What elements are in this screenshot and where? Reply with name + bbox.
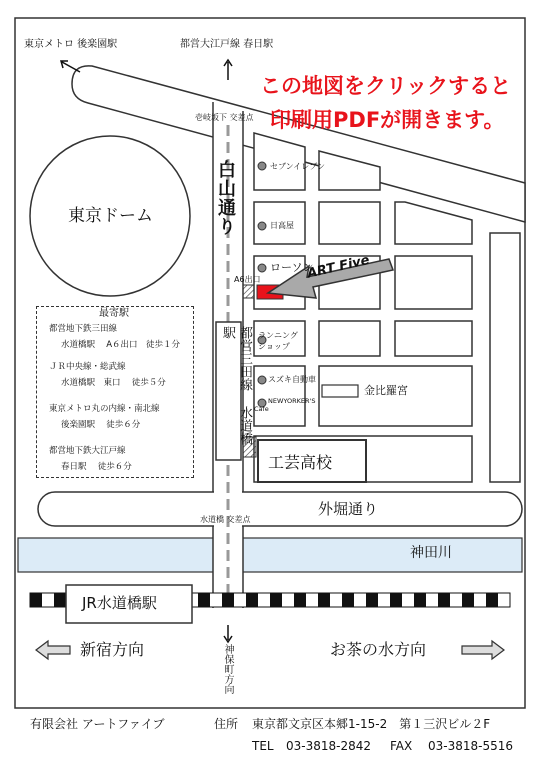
kinpira-label: 金比羅宮 [364,384,408,397]
direction-kasuga: 都営大江戸線 春日駅 [180,39,274,50]
rail-block [390,593,402,607]
rail-block [30,593,42,607]
direction-korakuen: 東京メトロ 後楽園駅 [24,39,118,50]
station-line-5: 後楽園駅 徒歩６分 [61,420,141,430]
seven-eleven-label: セブンイレブン [270,162,325,171]
rail-block [342,593,354,607]
station-line-7: 春日駅 徒歩６分 [61,462,132,472]
a6-exit-label: A6出口 [234,275,261,284]
footer-fax-label: FAX [390,739,413,753]
a6-exit-hatch [243,285,254,298]
station-line-1: 水道橋駅 A６出口 徒歩１分 [61,340,181,350]
suzuki-label: スズキ自動車 [268,375,316,384]
rail-block [438,593,450,607]
rail-block [366,593,378,607]
banner-line-2[interactable]: 印刷用PDFが開きます。 [270,108,505,132]
station-line-3: 水道橋駅 東口 徒歩５分 [61,378,166,388]
hakusan-road-label: 白山通り [215,160,236,236]
direction-ochanomizu: お茶の水方向 [330,640,427,659]
direction-shinjuku: 新宿方向 [80,640,145,659]
running-label-1: ランニング [258,331,298,340]
station-line-0: 都営地下鉄三田線 [49,324,118,334]
kanda-river-label: 神田川 [410,545,452,561]
station-line-2: ＪＲ中央線・総武線 [49,362,126,372]
direction-jimbocho: 神保町方向 [222,644,233,694]
kinpira-box [322,385,358,397]
kogei-label: 工芸高校 [268,453,333,472]
rail-block [294,593,306,607]
sotobori-road [38,492,522,526]
rail-block [54,593,66,607]
sotobori-road-label: 外堀通り [318,500,379,518]
rail-block [414,593,426,607]
nearest-stations-box [36,306,194,478]
footer-tel-label: TEL [252,739,274,753]
station-line-6: 都営地下鉄大江戸線 [49,446,126,456]
art-five-label: ART Five [305,252,372,282]
rail-block [198,593,210,607]
footer-company: 有限会社 アートファイブ [30,717,165,731]
rail-block [270,593,282,607]
subway-station-label: 都営三田線 水道橋駅 [220,326,252,445]
rail-block [318,593,330,607]
station-line-4: 東京メトロ丸の内線・南北線 [49,404,160,414]
rail-block [222,593,234,607]
intersection-suidobashi: 水道橋 交差点 [200,515,251,524]
footer-address: 東京都文京区本郷1-15-2 第１三沢ビル２F [252,717,491,731]
nearest-stations-title: 最寄駅 [99,308,129,319]
intersection-ikizakashita: 壱岐坂下 交差点 [195,113,254,122]
running-label-2: ショップ [258,342,290,351]
hidakaya-label: 日高屋 [270,221,294,230]
jr-station-label: JR水道橋駅 [82,594,157,612]
newyorker-label-1: NEWYORKER'S [268,397,316,405]
footer-address-label: 住所 [214,717,239,731]
rail-block [462,593,474,607]
footer-tel: 03-3818-2842 [286,739,372,753]
rail-block [246,593,258,607]
rail-block [486,593,498,607]
banner-line-1[interactable]: この地図をクリックすると [260,74,512,98]
tokyo-dome-label: 東京ドーム [68,206,153,226]
lawson-label: ローソン [270,261,314,274]
newyorker-label-2: Cafe [254,405,269,413]
footer-fax: 03-3818-5516 [428,739,514,753]
